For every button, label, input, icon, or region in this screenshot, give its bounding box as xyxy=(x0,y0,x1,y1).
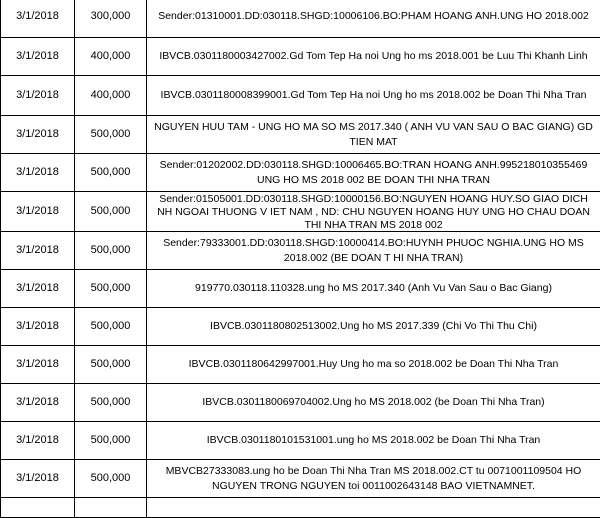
description-cell: Sender:01202002.DD:030118.SHGD:10006465.BO:TRAN HOANG ANH.995218010355469 UNG HO MS 2018 002 BE DOAN THI NHA TRAN xyxy=(147,154,600,192)
amount-cell: 400,000 xyxy=(75,38,147,76)
description-cell: Sender:01310001.DD:030118.SHGD:10006106.BO:PHAM HOANG ANH.UNG HO 2018.002 xyxy=(147,0,600,38)
date-cell: 3/1/2018 xyxy=(1,154,75,192)
date-cell: 3/1/2018 xyxy=(1,38,75,76)
description-cell: NGUYEN HUU TAM - UNG HO MA SO MS 2017.340 ( ANH VU VAN SAU O BAC GIANG) GD TIEN MAT xyxy=(147,116,600,154)
date-cell: 3/1/2018 xyxy=(1,76,75,116)
table-row xyxy=(1,270,600,308)
table-row xyxy=(1,422,600,460)
date-cell xyxy=(1,498,75,518)
description-cell: IBVCB.0301180003427002.Gd Tom Tep Ha noi Ung ho ms 2018.001 be Luu Thi Khanh Linh xyxy=(147,38,600,76)
table-row xyxy=(1,38,600,76)
amount-cell: 400,000 xyxy=(75,76,147,116)
date-cell: 3/1/2018 xyxy=(1,116,75,154)
amount-cell: 500,000 xyxy=(75,154,147,192)
date-cell: 3/1/2018 xyxy=(1,0,75,38)
description-cell: IBVCB.0301180802513002.Ung ho MS 2017.339 (Chi Vo Thi Thu Chi) xyxy=(147,308,600,346)
table-row xyxy=(1,0,600,38)
date-cell: 3/1/2018 xyxy=(1,384,75,422)
description-cell xyxy=(147,192,600,232)
amount-cell: 500,000 xyxy=(75,384,147,422)
amount-cell: 500,000 xyxy=(75,232,147,270)
description-cell: MBVCB27333083.ung ho be Doan Thi Nha Tran MS 2018.002.CT tu 0071001109504 HO NGUYEN TRONG NGUYEN toi 0011002643148 BAO VIETNAMNET. xyxy=(147,460,600,498)
date-cell: 3/1/2018 xyxy=(1,232,75,270)
date-cell: 3/1/2018 xyxy=(1,270,75,308)
description-cell: IBVCB.0301180101531001.ung ho MS 2018.002 be Doan Thi Nha Tran xyxy=(147,422,600,460)
table-row xyxy=(1,384,600,422)
date-cell: 3/1/2018 xyxy=(1,422,75,460)
amount-cell: 500,000 xyxy=(75,422,147,460)
amount-cell: 500,000 xyxy=(75,346,147,384)
amount-cell: 500,000 xyxy=(75,192,147,232)
amount-cell: 500,000 xyxy=(75,116,147,154)
description-cell: Sender:79333001.DD:030118.SHGD:10000414.BO:HUYNH PHUOC NGHIA.UNG HO MS 2018.002 (BE DOAN T HI NHA TRAN) xyxy=(147,232,600,270)
table-row xyxy=(1,498,600,518)
description-cell: IBVCB.0301180642997001.Huy Ung ho ma so 2018.002 be Doan Thi Nha Tran xyxy=(147,346,600,384)
table-row xyxy=(1,460,600,498)
table-row xyxy=(1,154,600,192)
table-row xyxy=(1,76,600,116)
table-row xyxy=(1,116,600,154)
description-cell xyxy=(147,498,600,518)
description-cell: IBVCB.0301180069704002.Ung ho MS 2018.002 (be Doan Thi Nha Tran) xyxy=(147,384,600,422)
table-row xyxy=(1,346,600,384)
date-cell: 3/1/2018 xyxy=(1,192,75,232)
date-cell: 3/1/2018 xyxy=(1,308,75,346)
amount-cell: 500,000 xyxy=(75,270,147,308)
description-text: Sender:01505001.DD:030118.SHGD:10000156.BO:NGUYEN HOANG HUY.SO GIAO DICH NH NGOAI THUONG V IET NAM , ND: CHU NGUYEN HOANG HUY UNG HO CHAU DOAN THI NHA TRAN MS 2018 002 xyxy=(151,192,596,231)
description-cell: IBVCB.0301180008399001.Gd Tom Tep Ha noi Ung ho ms 2018.002 be Doan Thi Nha Tran xyxy=(147,76,600,116)
amount-cell: 500,000 xyxy=(75,460,147,498)
amount-cell: 300,000 xyxy=(75,0,147,38)
table-row xyxy=(1,192,600,232)
date-cell: 3/1/2018 xyxy=(1,346,75,384)
table-row xyxy=(1,232,600,270)
amount-cell: 500,000 xyxy=(75,308,147,346)
description-cell: 919770.030118.110328.ung ho MS 2017.340 (Anh Vu Van Sau o Bac Giang) xyxy=(147,270,600,308)
date-cell: 3/1/2018 xyxy=(1,460,75,498)
table-row xyxy=(1,308,600,346)
amount-cell xyxy=(75,498,147,518)
